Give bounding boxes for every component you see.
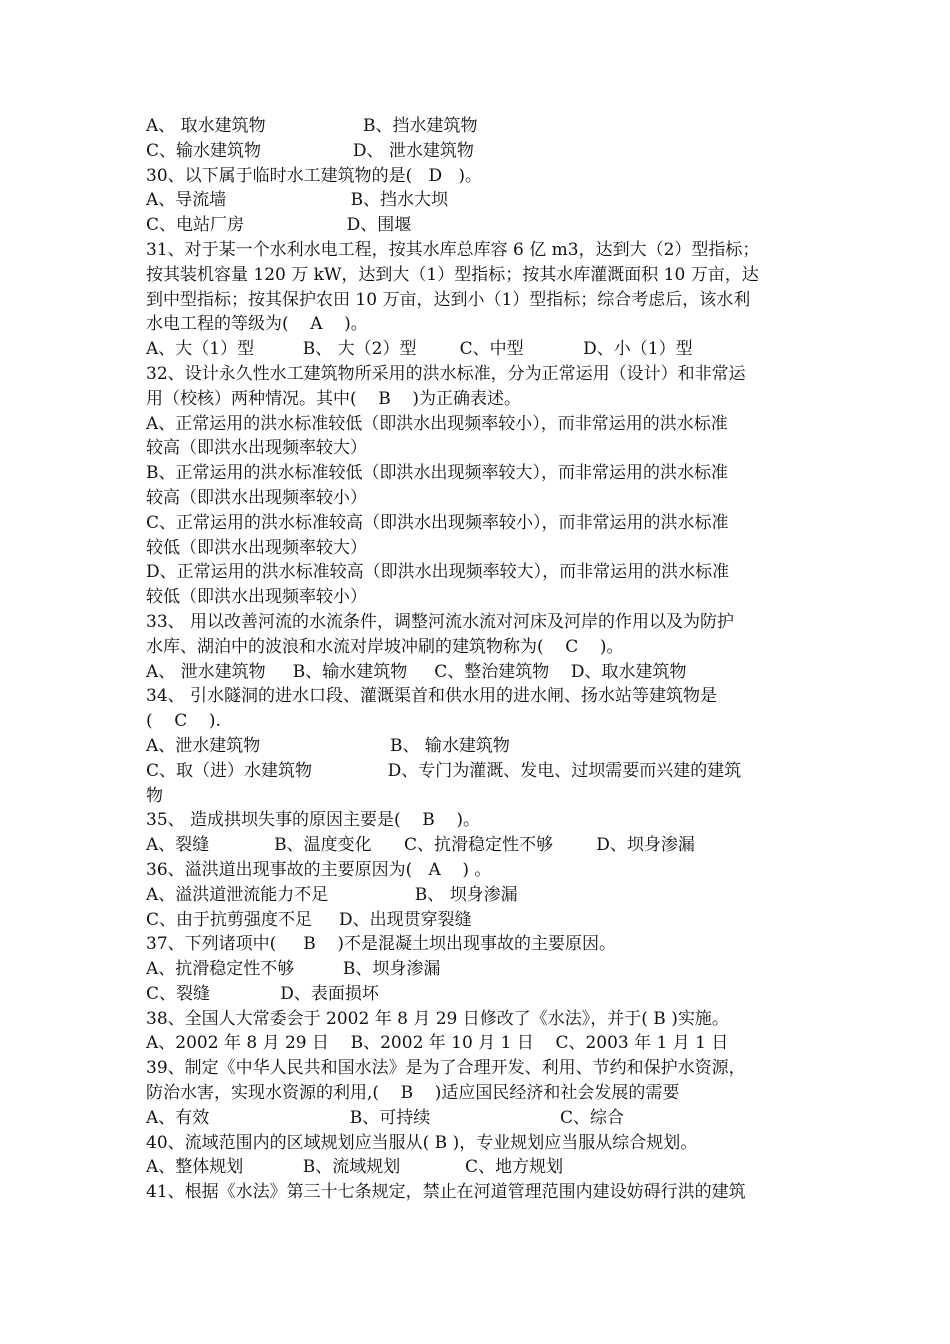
text-line: 34、 引水隧洞的进水口段、灌溉渠首和供水用的进水闸、扬水站等建筑物是 xyxy=(146,686,718,707)
text-line: 物 xyxy=(146,785,163,806)
text-line: A、整体规划 B、流域规划 C、地方规划 xyxy=(146,1157,564,1178)
text-line: A、溢洪道泄流能力不足 B、 坝身渗漏 xyxy=(146,884,518,905)
text-line: 41、根据《水法》第三十七条规定，禁止在河道管理范围内建设妨碍行洪的建筑 xyxy=(146,1182,746,1203)
text-line: 较高（即洪水出现频率较大） xyxy=(146,438,367,459)
text-line: 较高（即洪水出现频率较小） xyxy=(146,487,367,508)
text-line: 32、设计永久性水工建筑物所采用的洪水标准，分为正常运用（设计）和非常运 xyxy=(146,363,746,384)
text-line: 38、全国人大常委会于 2002 年 8 月 29 日修改了《水法》，并于( B )实施。 xyxy=(146,1008,729,1029)
text-line: B、正常运用的洪水标准较低（即洪水出现频率较大），而非常运用的洪水标准 xyxy=(146,463,728,484)
text-line: 35、 造成拱坝失事的原因主要是( B )。 xyxy=(146,810,481,831)
text-line: 水库、湖泊中的波浪和水流对岸坡冲刷的建筑物称为( C )。 xyxy=(146,636,624,657)
text-line: 较低（即洪水出现频率较小） xyxy=(146,587,367,608)
text-line: 用（校核）两种情况。其中( B )为正确表述。 xyxy=(146,388,521,409)
text-line: C、正常运用的洪水标准较高（即洪水出现频率较小），而非常运用的洪水标准 xyxy=(146,512,729,533)
text-line: A、有效 B、可持续 C、综合 xyxy=(146,1107,624,1128)
text-line: A、正常运用的洪水标准较低（即洪水出现频率较小），而非常运用的洪水标准 xyxy=(146,413,728,434)
text-line: A、大（1）型 B、 大（2）型 C、中型 D、小（1）型 xyxy=(146,339,693,360)
text-line: 较低（即洪水出现频率较大） xyxy=(146,537,367,558)
text-line: 36、溢洪道出现事故的主要原因为( A ) 。 xyxy=(146,859,492,880)
text-line: A、泄水建筑物 B、 输水建筑物 xyxy=(146,735,510,756)
text-line: D、正常运用的洪水标准较高（即洪水出现频率较大），而非常运用的洪水标准 xyxy=(146,562,730,583)
text-line: 按其装机容量 120 万 kW，达到大（1）型指标；按其水库灌溉面积 10 万亩，达 xyxy=(146,264,759,285)
text-line: 30、以下属于临时水工建筑物的是( D )。 xyxy=(146,165,482,186)
text-line: C、由于抗剪强度不足 D、出现贯穿裂缝 xyxy=(146,909,472,930)
text-line: C、输水建筑物 D、 泄水建筑物 xyxy=(146,140,474,161)
text-line: 37、下列诸项中( B )不是混凝土坝出现事故的主要原因。 xyxy=(146,934,617,955)
text-line: C、电站厂房 D、围堰 xyxy=(146,215,412,236)
text-line: A、导流墙 B、挡水大坝 xyxy=(146,190,449,211)
text-line: 水电工程的等级为( A )。 xyxy=(146,314,368,335)
text-line: A、2002 年 8 月 29 日 B、2002 年 10 月 1 日 C、2003 年 1 月 1 日 xyxy=(146,1033,729,1054)
text-line: 39、制定《中华人民共和国水法》是为了合理开发、利用、节约和保护水资源， xyxy=(146,1058,746,1079)
text-line: C、裂缝 D、表面损坏 xyxy=(146,983,379,1004)
text-line: A、抗滑稳定性不够 B、坝身渗漏 xyxy=(146,959,441,980)
text-line: A、裂缝 B、温度变化 C、抗滑稳定性不够 D、坝身渗漏 xyxy=(146,835,695,856)
text-line: C、取（进）水建筑物 D、专门为灌溉、发电、过坝需要而兴建的建筑 xyxy=(146,760,742,781)
text-line: A、 取水建筑物 B、挡水建筑物 xyxy=(146,116,478,136)
text-line: 防治水害，实现水资源的利用,( B )适应国民经济和社会发展的需要 xyxy=(146,1083,680,1104)
text-line: ( C ). xyxy=(146,711,221,732)
text-line: 31、对于某一个水利水电工程，按其水库总库容 6 亿 m3，达到大（2）型指标； xyxy=(146,239,760,260)
text-line: 33、 用以改善河流的水流条件，调整河流水流对河床及河岸的作用以及为防护 xyxy=(146,611,735,632)
document-body xyxy=(146,114,826,1205)
text-line: 到中型指标；按其保护农田 10 万亩，达到小（1）型指标；综合考虑后，该水利 xyxy=(146,289,751,310)
text-line: 40、流域范围内的区域规划应当服从( B )，专业规划应当服从综合规划。 xyxy=(146,1132,698,1153)
text-line: A、 泄水建筑物 B、输水建筑物 C、整治建筑物 D、取水建筑物 xyxy=(146,661,687,682)
